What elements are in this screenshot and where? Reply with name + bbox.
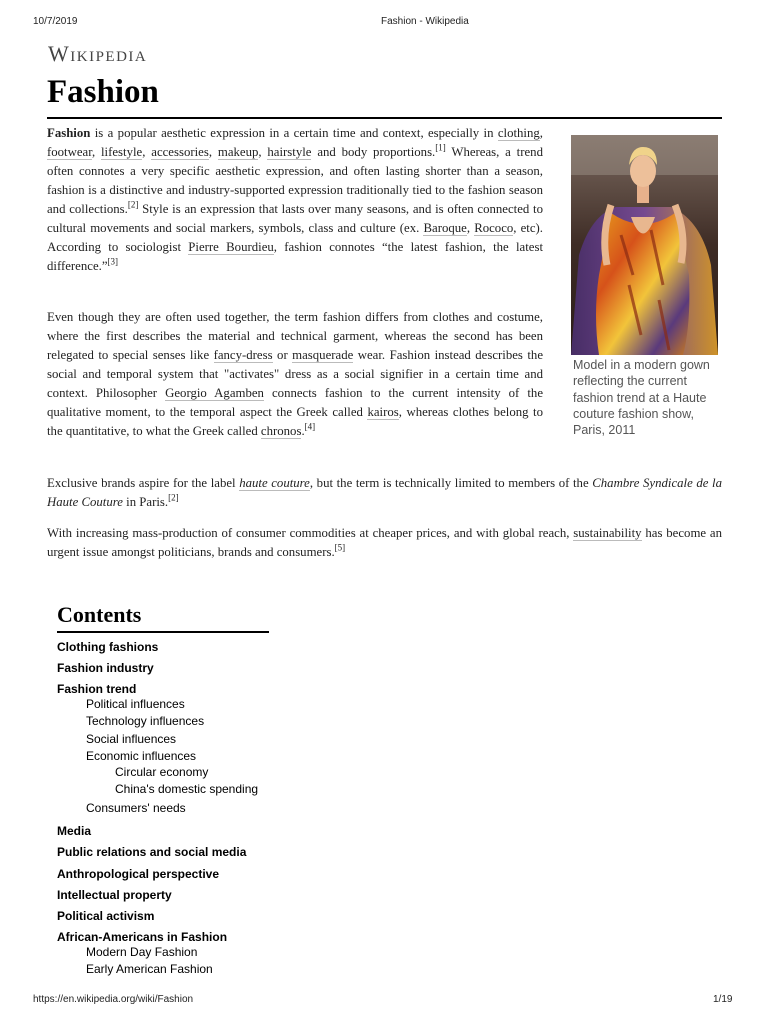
- toc-item-fashion-industry[interactable]: Fashion industry: [57, 661, 154, 675]
- text: and body proportions.: [311, 145, 436, 159]
- intro-paragraph-1: [47, 124, 543, 276]
- title-underline: [47, 117, 722, 119]
- chambre-syndicale-name: Chambre Syndicale de la Haute Couture: [47, 476, 722, 509]
- link-accessories[interactable]: accessories: [151, 145, 209, 159]
- toc-item-chinas-domestic-spending[interactable]: China's domestic spending: [115, 782, 259, 796]
- figure-caption: Model in a modern gown reflecting the current fashion trend at a Haute couture fashion show, Paris, 2011: [573, 358, 710, 438]
- toc-item-social-influences[interactable]: Social influences: [86, 732, 177, 746]
- link-clothing[interactable]: clothing: [497, 126, 540, 140]
- toc-item-technology-influences[interactable]: Technology influences: [86, 714, 205, 728]
- toc-item-circular-economy[interactable]: Circular economy: [115, 765, 209, 779]
- contents-underline: [57, 631, 269, 633]
- toc-item-consumers-needs[interactable]: Consumers' needs: [86, 801, 186, 815]
- reference-2[interactable]: [2]: [168, 492, 179, 503]
- toc-item-anthropological-perspective[interactable]: Anthropological perspective: [57, 867, 220, 881]
- reference-2[interactable]: [2]: [127, 199, 139, 210]
- intro-paragraph-3: [47, 474, 722, 512]
- article-title: Fashion: [47, 74, 159, 110]
- model-gown-photo[interactable]: [571, 135, 718, 355]
- text: , fashion connotes “the latest fashion, the latest difference.”: [47, 240, 543, 273]
- text: or: [272, 348, 293, 362]
- reference-4[interactable]: [4]: [304, 421, 316, 432]
- link-masquerade[interactable]: masquerade: [292, 348, 354, 362]
- print-title: Fashion - Wikipedia: [381, 16, 469, 27]
- reference-3[interactable]: [3]: [107, 256, 119, 267]
- link-chronos[interactable]: chronos: [260, 424, 302, 438]
- link-pierre-bourdieu[interactable]: Pierre Bourdieu: [188, 240, 274, 254]
- text: Exclusive brands aspire for the label: [47, 476, 240, 490]
- link-baroque[interactable]: Baroque: [423, 221, 467, 235]
- text: Style is an expression that lasts over many seasons, and is often connected to cultural movements and social markers, symbols, class and culture (ex.: [47, 202, 543, 235]
- text: connects fashion to the current intensity of the qualitative moment, to the temporal aspect the Greek called: [47, 386, 544, 419]
- text: Whereas, a trend often connotes a very specific aesthetic expression, and often lasting shorter than a season, fashion is a distinctive and industry-supported expression traditionally tied to the fashion season and collections.: [47, 145, 543, 216]
- text: wear. Fashion instead describes the social and temporal system that "activates" dress as a social signifier in a certain time and context. Philosopher: [47, 348, 543, 400]
- text: ,: [466, 221, 475, 235]
- print-date: 10/7/2019: [33, 16, 78, 27]
- toc-item-clothing-fashions[interactable]: Clothing fashions: [57, 640, 159, 654]
- text: ,: [142, 145, 152, 159]
- toc-item-african-americans-in-fashion[interactable]: African-Americans in Fashion: [57, 930, 228, 944]
- model-gown-illustration: [571, 135, 718, 355]
- toc-item-political-activism[interactable]: Political activism: [57, 909, 155, 923]
- link-sustainability[interactable]: sustainability: [573, 526, 642, 540]
- toc-item-early-american-fashion[interactable]: Early American Fashion: [86, 962, 213, 976]
- toc-item-intellectual-property[interactable]: Intellectual property: [57, 888, 172, 902]
- text: Even though they are often used together, the term fashion differs from clothes and costume, where the first describes the material and technical garment, whereas the second has been relegated to special senses like: [47, 310, 543, 362]
- toc-item-modern-day-fashion[interactable]: Modern Day Fashion: [86, 945, 198, 959]
- toc-item-fashion-trend[interactable]: Fashion trend: [57, 682, 137, 696]
- toc-item-public-relations[interactable]: Public relations and social media: [57, 845, 247, 859]
- reference-1[interactable]: [1]: [435, 142, 446, 153]
- text: .: [301, 424, 305, 438]
- link-lifestyle[interactable]: lifestyle: [101, 145, 143, 159]
- lead-term: Fashion: [47, 126, 91, 140]
- text: has become an urgent issue amongst politicians, brands and consumers.: [47, 526, 722, 559]
- print-url: https://en.wikipedia.org/wiki/Fashion: [33, 994, 194, 1005]
- text: , etc). According to sociologist: [47, 221, 543, 254]
- wikipedia-wordmark[interactable]: Wikipedia: [48, 41, 148, 66]
- print-page-number: 1/19: [713, 994, 733, 1005]
- toc-item-political-influences[interactable]: Political influences: [86, 697, 185, 711]
- reference-5[interactable]: [5]: [334, 542, 346, 553]
- text: With increasing mass-production of consumer commodities at cheaper prices, and with global reach,: [47, 526, 574, 540]
- text: , but the term is technically limited to members of the: [309, 476, 593, 490]
- link-hairstyle[interactable]: hairstyle: [267, 145, 312, 159]
- link-rococo[interactable]: Rococo: [474, 221, 514, 235]
- intro-paragraph-2: [47, 308, 543, 441]
- toc-item-economic-influences[interactable]: Economic influences: [86, 749, 197, 763]
- text: in Paris.: [122, 495, 169, 509]
- link-haute-couture[interactable]: haute couture: [239, 476, 310, 490]
- text: ,: [208, 145, 218, 159]
- link-fancy-dress[interactable]: fancy-dress: [213, 348, 273, 362]
- link-kairos[interactable]: kairos: [367, 405, 399, 419]
- text: ,: [539, 126, 543, 140]
- contents-heading: Contents: [57, 602, 142, 627]
- text: ,: [258, 145, 268, 159]
- toc-item-media[interactable]: Media: [57, 824, 92, 838]
- text: is a popular aesthetic expression in a certain time and context, especially in: [90, 126, 498, 140]
- link-footwear[interactable]: footwear: [47, 145, 92, 159]
- link-makeup[interactable]: makeup: [217, 145, 259, 159]
- link-georgio-agamben[interactable]: Georgio Agamben: [165, 386, 264, 400]
- intro-paragraph-4: [47, 524, 722, 562]
- text: , whereas clothes belong to the quantitative, to what the Greek called: [47, 405, 543, 438]
- text: ,: [91, 145, 101, 159]
